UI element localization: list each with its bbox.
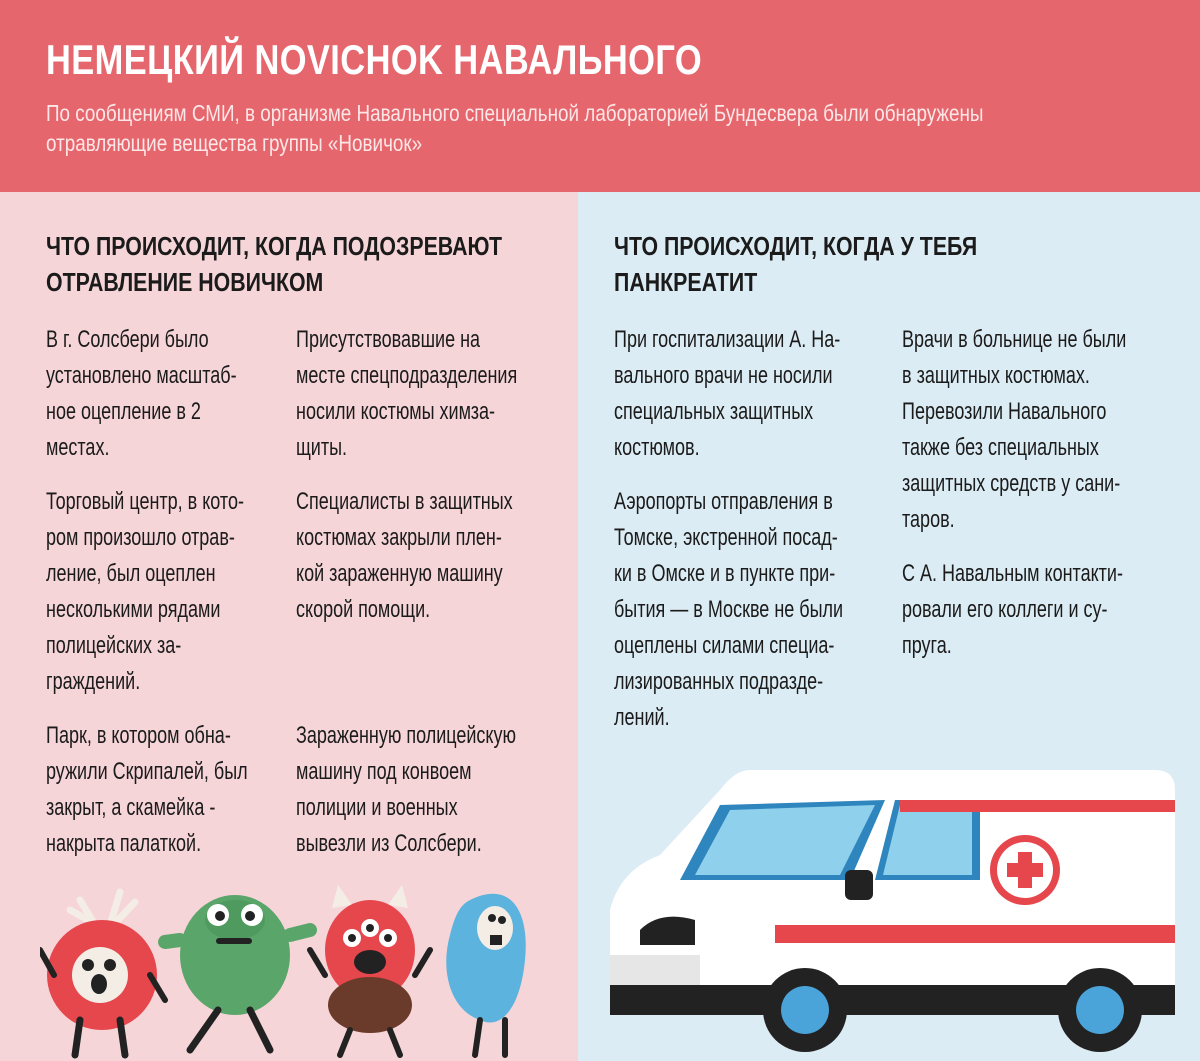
right-col2-para-2: С А. Навальным контакти- ровали его коллеги и су- пруга. (902, 560, 1123, 659)
right-col1-para-1: При госпитализации А. На- вального врачи не носили специальных защитных костюмов. (614, 326, 841, 461)
red-monster-icon (40, 892, 165, 1055)
right-col1-para-2: Аэропорты отправления в Томске, экстренной посад- ки в Омске и в пункте при- бытия — в Москве не были оцеплены силами специа- лизированных подразде- лений. (614, 488, 844, 731)
page-title: НЕМЕЦКИЙ NOVICHOK НАВАЛЬНОГО (46, 36, 703, 83)
right-column-title: ЧТО ПРОИСХОДИТ, КОГДА У ТЕБЯ ПАНКРЕАТИТ (614, 231, 978, 297)
ambulance-icon (610, 770, 1175, 1052)
left-col1-para-1: В г. Солсбери было установлено масштаб- ное оцепление в 2 местах. (46, 326, 237, 461)
green-monster-icon (165, 895, 310, 1050)
left-col2-para-3: Зараженную полицейскую машину под конвоем полиции и военных вывезли из Солсбери. (296, 722, 517, 857)
monsters-illustration (40, 880, 580, 1061)
left-col1-para-3: Парк, в котором обна- ружили Скрипалей, был закрыт, а скамейка - накрыта палаткой. (46, 722, 248, 857)
left-column-title: ЧТО ПРОИСХОДИТ, КОГДА ПОДОЗРЕВАЮТ ОТРАВЛЕНИЕ НОВИЧКОМ (46, 231, 503, 297)
left-col2-para-1: Присутствовавшие на месте спецподразделения носили костюмы химза- щиты. (296, 326, 518, 461)
right-col2-para-1: Врачи в больнице не были в защитных костюмах. Перевозили Навального также без специальных защитных средств у сани- таров. (902, 326, 1127, 533)
left-col2-para-2: Специалисты в защитных костюмах закрыли плен- кой зараженную машину скорой помощи. (296, 488, 513, 623)
ambulance-illustration (600, 760, 1200, 1061)
blue-monster-icon (446, 894, 526, 1055)
page-subtitle: По сообщениям СМИ, в организме Навального специальной лабораторией Бундесвера были обнаружены отравляющие вещества группы «Новичок» (46, 100, 984, 156)
horned-monster-icon (310, 885, 430, 1055)
header-banner (0, 0, 1200, 192)
left-col1-para-2: Торговый центр, в кото- ром произошло отрав- ление, был оцеплен несколькими рядами полицейских за- граждений. (46, 488, 244, 695)
